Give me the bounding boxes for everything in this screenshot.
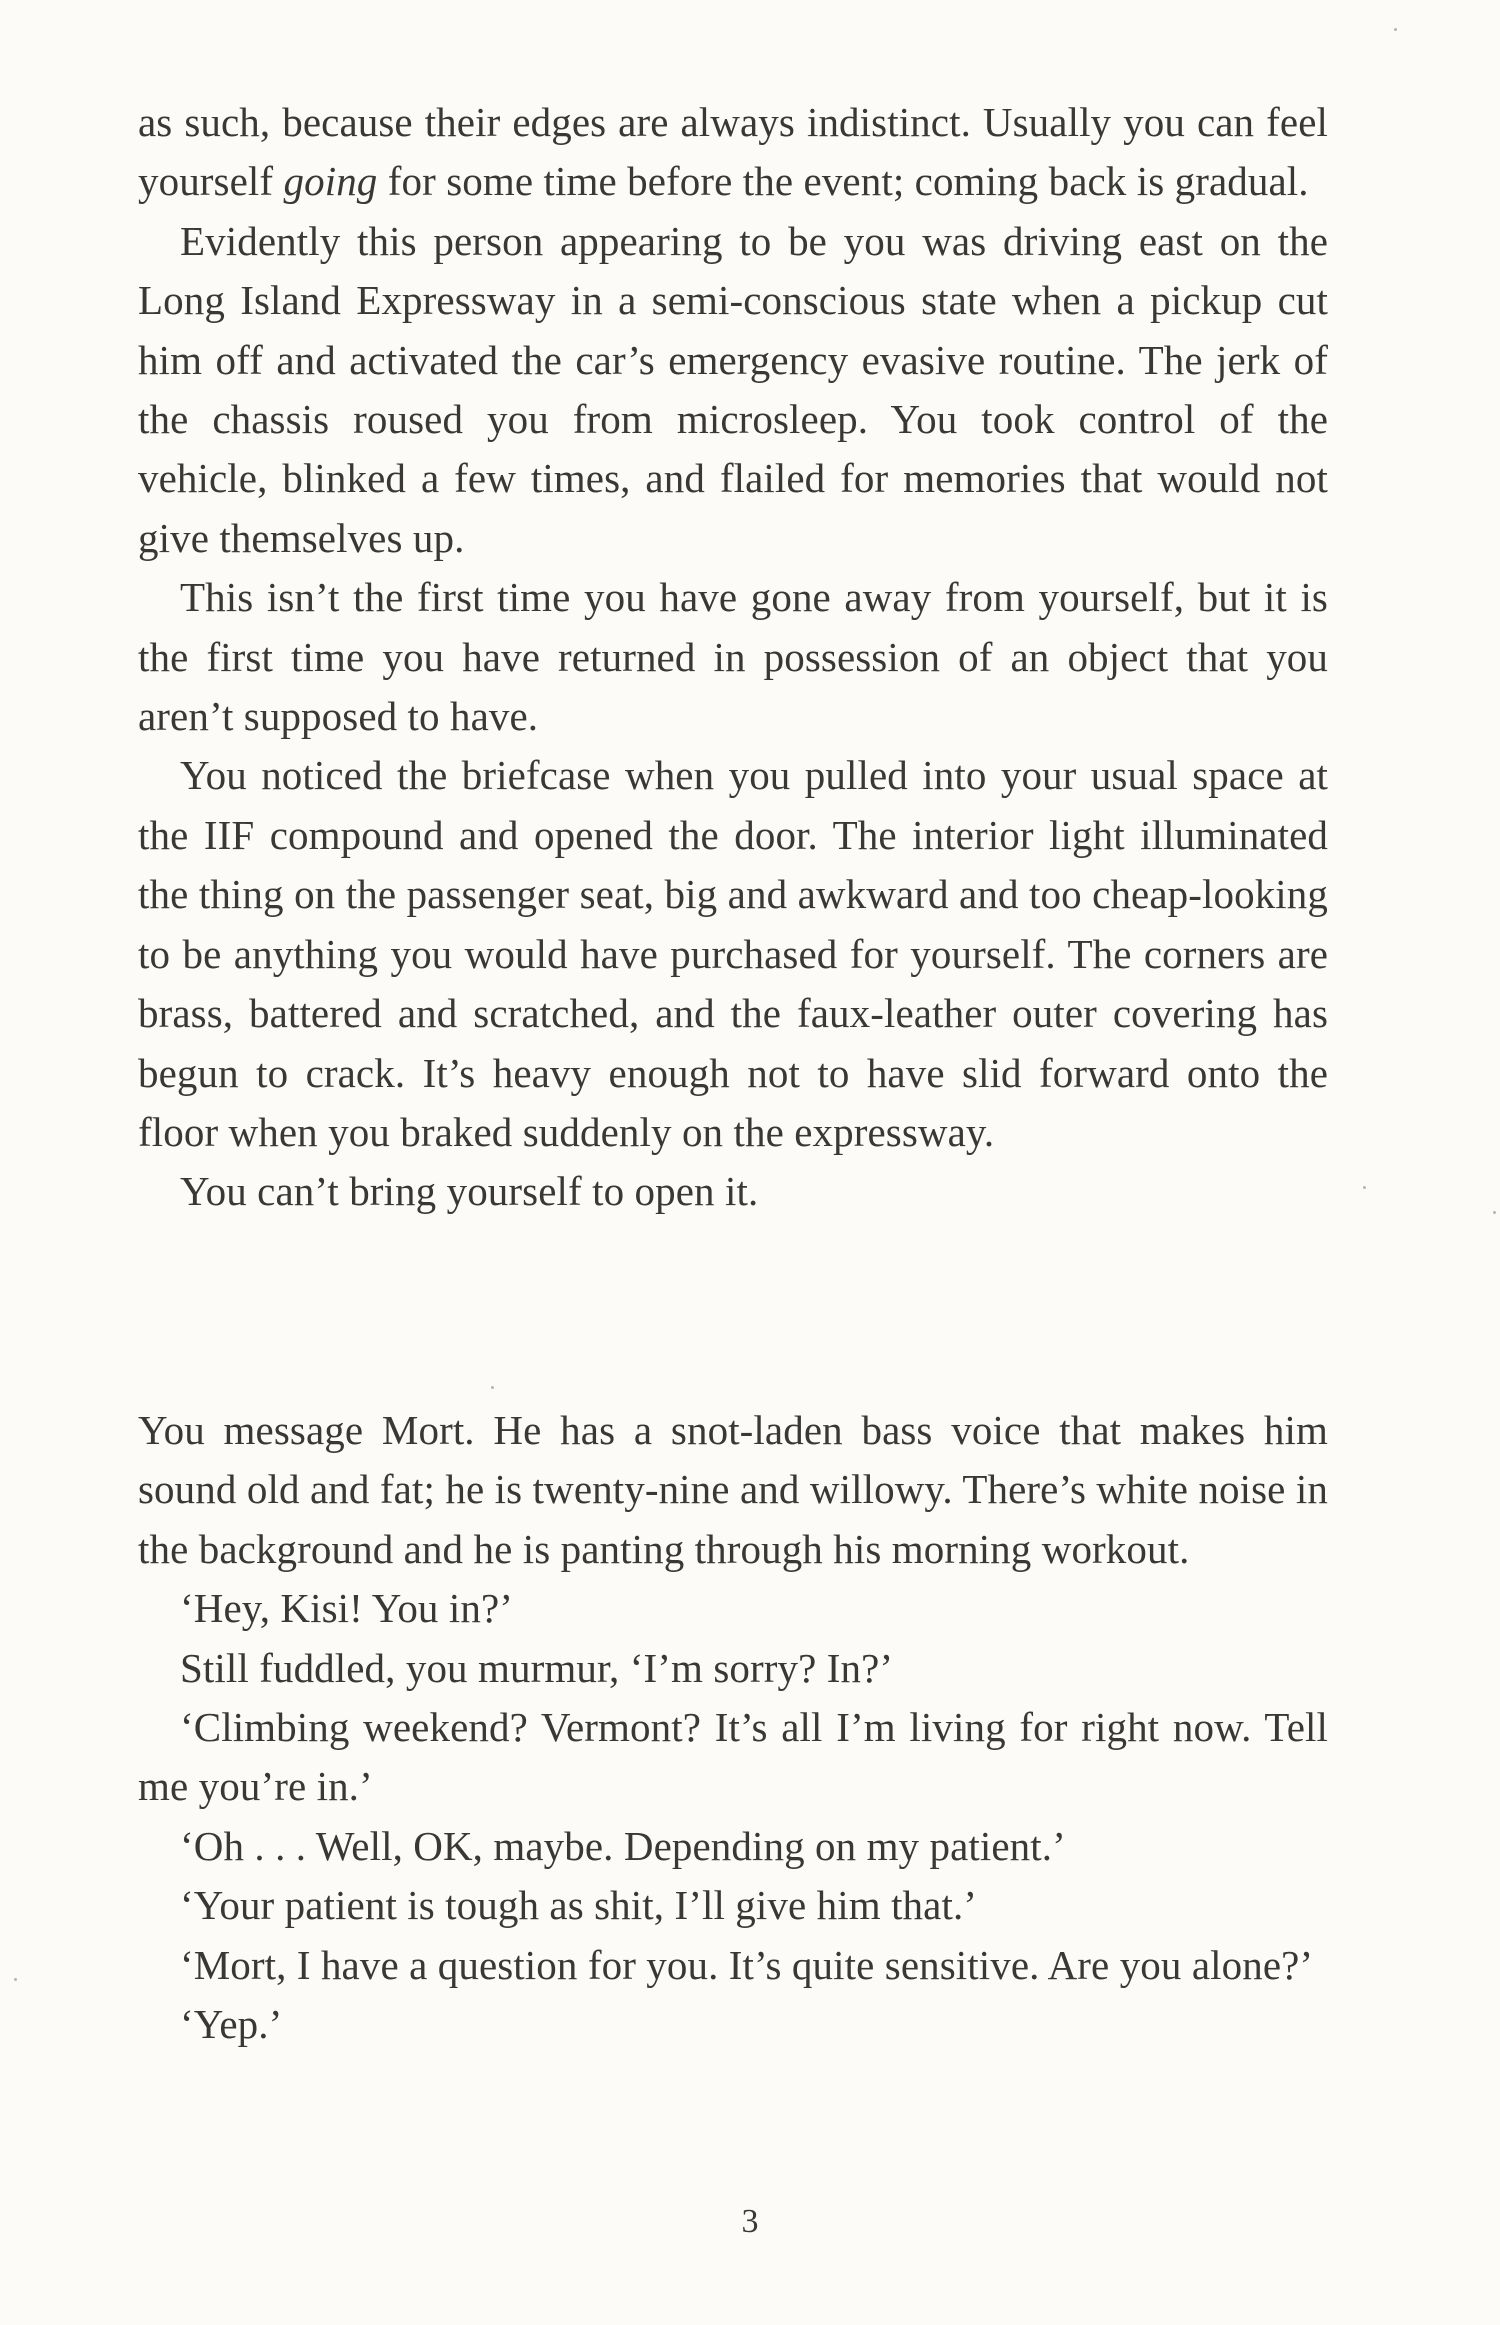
paragraph <box>138 93 1328 212</box>
text-run: ‘Your patient is tough as shit, I’ll give him that.’ <box>180 1882 978 1929</box>
text-run: Evidently this person appearing to be you was driving east on the Long Island Expressway in a semi-conscious state when a pickup cut him off and activated the car’s emergency evasive routine. The jerk of the chassis roused you from microsleep. You took control of the vehicle, blinked a few times, and flailed for memories that would not give themselves up. <box>138 217 1328 561</box>
text-run: Still fuddled, you murmur, ‘I’m sorry? In?’ <box>180 1644 894 1691</box>
text-block-bottom <box>138 1401 1328 2054</box>
text-run: ‘Climbing weekend? Vermont? It’s all I’m living for right now. Tell me you’re in.’ <box>138 1704 1328 1810</box>
text-run: ‘Yep.’ <box>180 2001 283 2048</box>
paragraph <box>138 1698 1328 1817</box>
text-block-top <box>138 93 1328 1222</box>
paper-speck <box>491 1386 494 1389</box>
paragraph <box>138 1401 1328 1579</box>
text-run: You noticed the briefcase when you pulled into your usual space at the IIF compound and opened the door. The interior light illuminated the thing on the passenger seat, big and awkward and too cheap-looking to be anything you would have purchased for yourself. The corners are brass, battered and scratched, and the faux-leather outer covering has begun to crack. It’s heavy enough not to have slid forward onto the floor when you braked suddenly on the expressway. <box>138 752 1328 1155</box>
paragraph <box>138 1995 1328 2054</box>
paragraph <box>138 568 1328 746</box>
text-run: You message Mort. He has a snot-laden bass voice that makes him sound old and fat; he is twenty-nine and willowy. There’s white noise in the background and he is panting through his morning workout. <box>138 1407 1328 1572</box>
paper-speck <box>1493 1211 1496 1214</box>
text-run: ‘Oh . . . Well, OK, maybe. Depending on my patient.’ <box>180 1822 1066 1869</box>
paragraph <box>138 212 1328 568</box>
page-number: 3 <box>741 2203 759 2240</box>
text-run: for some time before the event; coming back is gradual. <box>377 158 1309 205</box>
text-run: as such, because their edges are always indistinct. Usually you can feel yourself <box>138 99 1328 205</box>
paragraph <box>138 1162 1328 1221</box>
paragraph <box>138 1936 1328 1995</box>
text-run: You can’t bring yourself to open it. <box>180 1168 759 1215</box>
paper-speck <box>1363 1186 1366 1189</box>
paragraph <box>138 1876 1328 1935</box>
paper-speck <box>1394 28 1397 31</box>
paper-speck <box>14 1978 17 1981</box>
paragraph <box>138 1579 1328 1638</box>
paragraph <box>138 1817 1328 1876</box>
text-run: ‘Hey, Kisi! You in?’ <box>180 1585 514 1632</box>
paragraph <box>138 1639 1328 1698</box>
text-run: ‘Mort, I have a question for you. It’s quite sensitive. Are you alone?’ <box>180 1941 1314 1988</box>
paragraph <box>138 746 1328 1162</box>
text-run: This isn’t the first time you have gone away from yourself, but it is the first time you have returned in possession of an object that you aren’t supposed to have. <box>138 574 1328 740</box>
italic-text: going <box>283 158 378 205</box>
